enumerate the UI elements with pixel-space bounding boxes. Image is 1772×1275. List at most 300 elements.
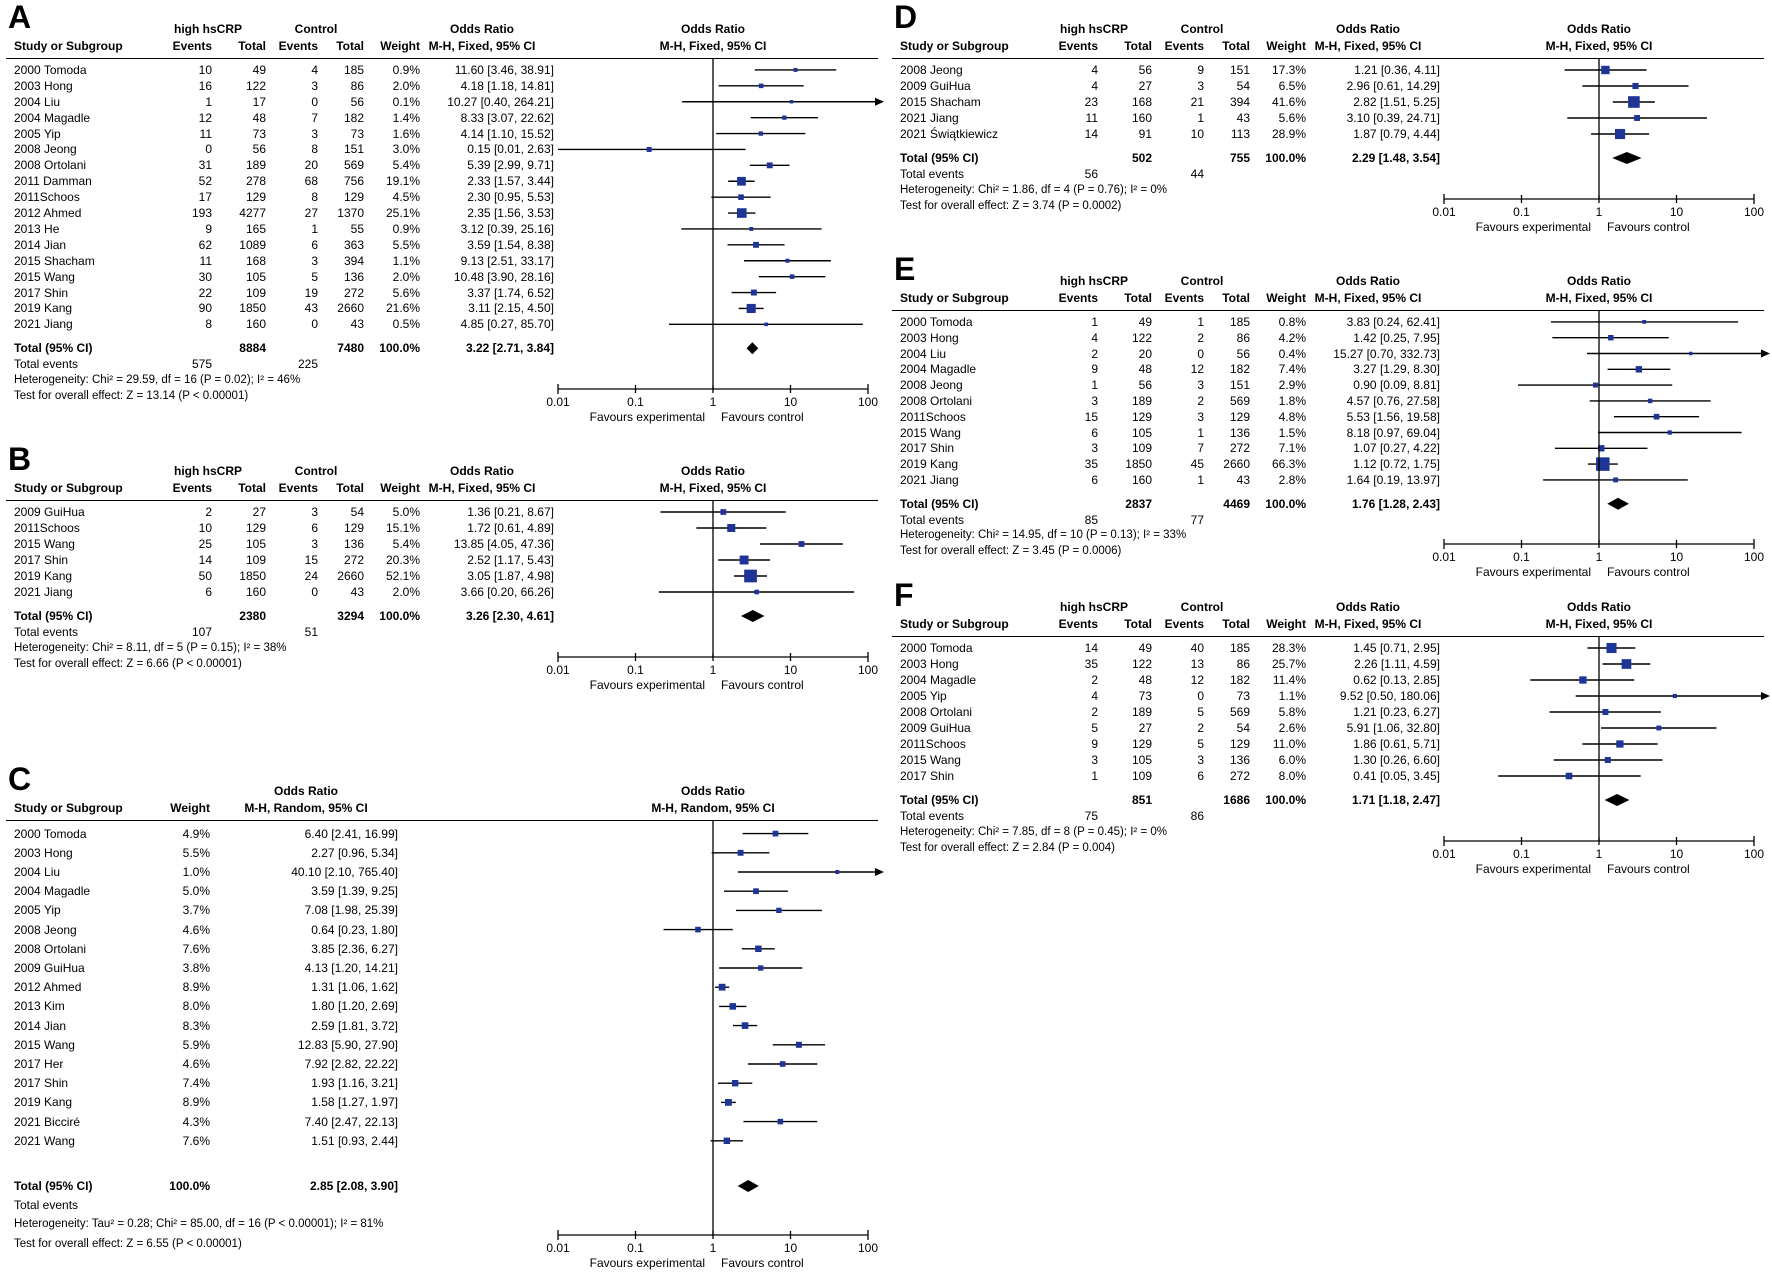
cell-weight: 1.5% bbox=[1278, 426, 1306, 440]
cell-events-control: 0 bbox=[311, 95, 318, 109]
cell-total-control: 272 bbox=[343, 286, 364, 300]
cell-study: 2005 Yip bbox=[14, 903, 61, 917]
or-marker bbox=[749, 227, 753, 231]
favours-right-label: Favours control bbox=[1607, 565, 1690, 579]
or-marker bbox=[727, 524, 735, 532]
or-marker bbox=[1628, 96, 1640, 108]
cell-total-experimental: 160 bbox=[245, 317, 266, 331]
cell-events-experimental: 1 bbox=[1091, 769, 1098, 783]
cell-events-control: 12 bbox=[1190, 362, 1204, 376]
cell-study: 2014 Jian bbox=[14, 1019, 67, 1033]
cell-weight: 19.1% bbox=[385, 174, 420, 188]
cell-total-experimental: 4277 bbox=[239, 206, 266, 220]
cell-total-experimental: 129 bbox=[1131, 737, 1152, 751]
cell-total-experimental: 73 bbox=[252, 127, 266, 141]
cell-total-control: 56 bbox=[1236, 347, 1250, 361]
cell-events-experimental: 31 bbox=[198, 158, 212, 172]
cell-study: 2004 Liu bbox=[14, 95, 61, 109]
or-marker bbox=[790, 100, 793, 103]
cell-weight: 5.5% bbox=[392, 238, 420, 252]
favours-right-label: Favours control bbox=[721, 678, 804, 692]
cell-events-control: 45 bbox=[1190, 457, 1204, 471]
cell-study: 2015 Wang bbox=[14, 1038, 75, 1052]
cell-total-experimental: 105 bbox=[245, 270, 266, 284]
cell-total-control: 2660 bbox=[1223, 457, 1250, 471]
total-label: Total (95% CI) bbox=[900, 497, 979, 511]
cell-events-control: 2 bbox=[1197, 331, 1204, 345]
cell-total-experimental: 129 bbox=[1131, 410, 1152, 424]
col-header-events-control: Events bbox=[278, 481, 318, 495]
cell-events-control: 10 bbox=[1190, 127, 1204, 141]
group-header-experimental: high hsCRP bbox=[174, 464, 242, 478]
cell-total-control: 272 bbox=[1229, 441, 1250, 455]
cell-total-control: 136 bbox=[343, 270, 364, 284]
cell-study: 2015 Wang bbox=[900, 426, 961, 440]
cell-events-control: 3 bbox=[311, 79, 318, 93]
cell-study: 2008 Ortolani bbox=[14, 942, 87, 956]
plot-or-header: Odds Ratio bbox=[680, 784, 745, 798]
total-events-experimental: 85 bbox=[1084, 513, 1098, 527]
axis-tick-label: 1 bbox=[1595, 550, 1603, 564]
cell-or-ci: 3.59 [1.54, 8.38] bbox=[467, 238, 554, 252]
col-header-study: Study or Subgroup bbox=[14, 801, 123, 815]
panel-e-forest-plot bbox=[892, 251, 1772, 583]
header-rule bbox=[892, 636, 1764, 637]
cell-or-ci: 1.21 [0.36, 4.11] bbox=[1354, 63, 1440, 77]
cell-weight: 11.0% bbox=[1272, 737, 1306, 751]
or-column-header: Odds Ratio bbox=[1335, 22, 1400, 36]
cell-study: 2011 Damman bbox=[14, 174, 92, 188]
header-rule bbox=[6, 820, 878, 821]
panel-c-forest-plot bbox=[6, 761, 886, 1274]
cell-weight: 3.0% bbox=[392, 142, 420, 156]
cell-total-control: 394 bbox=[1229, 95, 1250, 109]
cell-study: 2008 Ortolani bbox=[900, 394, 973, 408]
favours-left-label: Favours experimental bbox=[1475, 220, 1591, 234]
cell-study: 2019 Kang bbox=[14, 569, 73, 583]
cell-weight: 8.9% bbox=[182, 980, 210, 994]
or-marker bbox=[1593, 383, 1598, 388]
col-header-total-experimental: Total bbox=[238, 481, 266, 495]
panel-d-forest-plot bbox=[892, 0, 1772, 238]
total-weight: 100.0% bbox=[379, 609, 420, 623]
cell-total-control: 136 bbox=[1229, 426, 1250, 440]
cell-or-ci: 1.07 [0.27, 4.22] bbox=[1353, 441, 1440, 455]
cell-or-ci: 3.37 [1.74, 6.52] bbox=[467, 286, 554, 300]
summary-diamond bbox=[741, 610, 764, 622]
axis-tick-label: 0.01 bbox=[1432, 205, 1456, 219]
cell-events-experimental: 4 bbox=[1091, 689, 1098, 703]
cell-events-experimental: 6 bbox=[205, 585, 212, 599]
cell-events-experimental: 35 bbox=[1084, 657, 1098, 671]
or-marker bbox=[719, 984, 726, 991]
cell-or-ci: 9.13 [2.51, 33.17] bbox=[460, 254, 554, 268]
total-n-experimental: 2837 bbox=[1125, 497, 1152, 511]
cell-total-control: 2660 bbox=[337, 569, 364, 583]
cell-events-experimental: 1 bbox=[1091, 315, 1098, 329]
cell-total-experimental: 189 bbox=[245, 158, 266, 172]
group-header-control: Control bbox=[294, 22, 338, 36]
cell-total-control: 756 bbox=[343, 174, 364, 188]
cell-events-control: 19 bbox=[304, 286, 318, 300]
cell-events-experimental: 2 bbox=[205, 505, 212, 519]
cell-study: 2004 Magadle bbox=[900, 673, 977, 687]
or-marker bbox=[742, 1022, 749, 1029]
total-n-control: 4469 bbox=[1223, 497, 1250, 511]
or-marker bbox=[753, 888, 759, 894]
cell-total-control: 182 bbox=[343, 111, 364, 125]
total-n-control: 755 bbox=[1229, 151, 1250, 165]
cell-weight: 4.6% bbox=[182, 923, 210, 937]
cell-or-ci: 10.27 [0.40, 264.21] bbox=[447, 95, 554, 109]
cell-total-control: 113 bbox=[1230, 127, 1250, 141]
heterogeneity-text: Heterogeneity: Chi² = 29.59, df = 16 (P = 0.02); I² = 46% bbox=[14, 374, 301, 386]
or-marker bbox=[747, 304, 756, 313]
cell-events-experimental: 9 bbox=[1091, 362, 1098, 376]
cell-events-control: 0 bbox=[311, 317, 318, 331]
cell-events-experimental: 25 bbox=[198, 537, 212, 551]
cell-events-experimental: 193 bbox=[191, 206, 212, 220]
or-marker bbox=[1656, 726, 1661, 731]
cell-weight: 8.0% bbox=[1278, 769, 1306, 783]
favours-right-label: Favours control bbox=[1607, 220, 1690, 234]
cell-or-ci: 0.62 [0.13, 2.85] bbox=[1353, 673, 1440, 687]
cell-weight: 11.4% bbox=[1272, 673, 1306, 687]
cell-total-control: 86 bbox=[350, 79, 364, 93]
cell-study: 2013 Kim bbox=[14, 999, 65, 1013]
cell-events-control: 43 bbox=[304, 301, 318, 315]
or-marker bbox=[754, 590, 759, 595]
axis-tick-label: 0.1 bbox=[627, 663, 644, 677]
total-n-control: 3294 bbox=[337, 609, 364, 623]
cell-events-control: 40 bbox=[1190, 641, 1204, 655]
cell-total-experimental: 1850 bbox=[239, 569, 266, 583]
cell-weight: 66.3% bbox=[1271, 457, 1306, 471]
cell-total-control: 185 bbox=[1229, 641, 1250, 655]
or-marker bbox=[730, 1003, 737, 1010]
col-header-total-control: Total bbox=[336, 481, 364, 495]
cell-weight: 8.3% bbox=[182, 1019, 210, 1033]
cell-total-experimental: 48 bbox=[252, 111, 266, 125]
total-or-ci: 3.22 [2.71, 3.84] bbox=[465, 341, 554, 355]
or-marker bbox=[790, 274, 795, 279]
or-marker bbox=[751, 290, 757, 296]
cell-events-experimental: 5 bbox=[1091, 721, 1098, 735]
cell-or-ci: 8.18 [0.97, 69.04] bbox=[1346, 426, 1440, 440]
cell-study: 2000 Tomoda bbox=[14, 63, 87, 77]
cell-events-experimental: 3 bbox=[1091, 394, 1098, 408]
overall-effect-text: Test for overall effect: Z = 3.45 (P = 0.0006) bbox=[900, 545, 1122, 557]
cell-study: 2004 Liu bbox=[14, 865, 61, 879]
plot-or-header: Odds Ratio bbox=[1566, 22, 1631, 36]
cell-events-experimental: 17 bbox=[198, 190, 212, 204]
cell-study: 2003 Hong bbox=[14, 79, 73, 93]
group-header-experimental: high hsCRP bbox=[1060, 274, 1128, 288]
cell-events-control: 12 bbox=[1190, 673, 1204, 687]
or-marker bbox=[764, 323, 768, 327]
cell-weight: 28.9% bbox=[1271, 127, 1306, 141]
or-marker bbox=[1689, 352, 1692, 355]
cell-weight: 5.6% bbox=[392, 286, 420, 300]
or-marker bbox=[1673, 694, 1677, 698]
heterogeneity-text: Heterogeneity: Chi² = 1.86, df = 4 (P = 0.76); I² = 0% bbox=[900, 184, 1167, 196]
heterogeneity-text: Heterogeneity: Chi² = 8.11, df = 5 (P = 0.15); I² = 38% bbox=[14, 642, 287, 654]
cell-total-control: 569 bbox=[1229, 394, 1250, 408]
cell-total-experimental: 56 bbox=[1138, 63, 1152, 77]
cell-weight: 6.0% bbox=[1278, 753, 1306, 767]
cell-weight: 0.9% bbox=[392, 63, 420, 77]
cell-or-ci: 15.27 [0.70, 332.73] bbox=[1333, 347, 1440, 361]
cell-weight: 3.8% bbox=[182, 961, 210, 975]
or-marker bbox=[753, 242, 759, 248]
cell-or-ci: 7.08 [1.98, 25.39] bbox=[304, 903, 398, 917]
cell-weight: 0.9% bbox=[392, 222, 420, 236]
cell-weight: 0.8% bbox=[1278, 315, 1306, 329]
cell-total-experimental: 109 bbox=[245, 286, 266, 300]
total-events-control: 51 bbox=[304, 625, 318, 639]
favours-right-label: Favours control bbox=[721, 1256, 804, 1270]
cell-total-experimental: 105 bbox=[245, 537, 266, 551]
cell-total-experimental: 27 bbox=[1138, 79, 1152, 93]
cell-study: 2019 Kang bbox=[14, 301, 73, 315]
cell-or-ci: 3.10 [0.39, 24.71] bbox=[1346, 111, 1440, 125]
cell-events-control: 1 bbox=[1197, 426, 1204, 440]
cell-total-control: 86 bbox=[1236, 331, 1250, 345]
cell-or-ci: 4.18 [1.18, 14.81] bbox=[460, 79, 554, 93]
plot-or-header: Odds Ratio bbox=[1566, 600, 1631, 614]
cell-events-control: 5 bbox=[1197, 705, 1204, 719]
group-header-control: Control bbox=[1180, 22, 1224, 36]
cell-weight: 20.3% bbox=[385, 553, 420, 567]
col-header-study: Study or Subgroup bbox=[900, 291, 1009, 305]
cell-study: 2019 Kang bbox=[900, 457, 959, 471]
cell-events-experimental: 35 bbox=[1084, 457, 1098, 471]
favours-right-label: Favours control bbox=[1607, 862, 1690, 876]
cell-total-control: 136 bbox=[1229, 753, 1250, 767]
cell-weight: 1.8% bbox=[1278, 394, 1306, 408]
cell-study: 2012 Ahmed bbox=[14, 980, 82, 994]
cell-events-control: 3 bbox=[311, 127, 318, 141]
total-label: Total (95% CI) bbox=[900, 151, 979, 165]
cell-events-experimental: 9 bbox=[1091, 737, 1098, 751]
cell-events-experimental: 90 bbox=[198, 301, 212, 315]
cell-or-ci: 2.33 [1.57, 3.44] bbox=[467, 174, 554, 188]
cell-study: 2009 GuiHua bbox=[14, 505, 85, 519]
overall-effect-text: Test for overall effect: Z = 3.74 (P = 0.0002) bbox=[900, 200, 1122, 212]
or-marker bbox=[835, 870, 839, 874]
col-header-weight: Weight bbox=[1266, 617, 1306, 631]
cell-events-control: 5 bbox=[1197, 737, 1204, 751]
cell-events-control: 9 bbox=[1197, 63, 1204, 77]
cell-or-ci: 4.85 [0.27, 85.70] bbox=[460, 317, 554, 331]
cell-or-ci: 1.51 [0.93, 2.44] bbox=[311, 1134, 398, 1148]
cell-study: 2009 GuiHua bbox=[14, 961, 85, 975]
or-marker bbox=[767, 162, 773, 168]
cell-events-experimental: 4 bbox=[1091, 331, 1098, 345]
axis-tick-label: 0.1 bbox=[1513, 550, 1530, 564]
total-events-label: Total events bbox=[14, 625, 79, 639]
header-rule bbox=[892, 58, 1764, 59]
or-marker bbox=[725, 1099, 732, 1106]
or-marker bbox=[794, 68, 798, 72]
cell-total-control: 54 bbox=[1236, 79, 1250, 93]
cell-events-control: 15 bbox=[304, 553, 318, 567]
plot-ci-header: M-H, Fixed, 95% CI bbox=[1545, 39, 1653, 53]
cell-study: 2014 Jian bbox=[14, 238, 67, 252]
cell-weight: 17.3% bbox=[1271, 63, 1306, 77]
cell-weight: 5.8% bbox=[1278, 705, 1306, 719]
cell-or-ci: 1.87 [0.79, 4.44] bbox=[1353, 127, 1440, 141]
or-marker bbox=[759, 84, 764, 89]
total-weight: 100.0% bbox=[169, 1179, 210, 1193]
total-events-label: Total events bbox=[14, 1198, 79, 1212]
cell-weight: 7.4% bbox=[1278, 362, 1306, 376]
cell-total-control: 129 bbox=[343, 521, 364, 535]
cell-or-ci: 1.42 [0.25, 7.95] bbox=[1353, 331, 1440, 345]
cell-events-experimental: 23 bbox=[1084, 95, 1098, 109]
col-header-events-experimental: Events bbox=[1058, 617, 1098, 631]
cell-total-experimental: 129 bbox=[245, 190, 266, 204]
group-header-control: Control bbox=[1180, 274, 1224, 288]
cell-study: 2003 Hong bbox=[900, 331, 959, 345]
cell-weight: 5.9% bbox=[182, 1038, 210, 1052]
cell-weight: 2.0% bbox=[392, 79, 420, 93]
cell-weight: 0.4% bbox=[1278, 347, 1306, 361]
cell-total-experimental: 48 bbox=[1138, 362, 1152, 376]
cell-weight: 1.1% bbox=[1278, 689, 1306, 703]
cell-or-ci: 7.40 [2.47, 22.13] bbox=[304, 1115, 398, 1129]
or-marker bbox=[1642, 320, 1646, 324]
cell-study: 2021 Jiang bbox=[900, 473, 959, 487]
cell-weight: 3.7% bbox=[182, 903, 210, 917]
cell-events-experimental: 14 bbox=[1084, 127, 1098, 141]
col-header-total-control: Total bbox=[336, 39, 364, 53]
or-marker bbox=[778, 1119, 784, 1125]
cell-study: 2004 Magadle bbox=[14, 111, 91, 125]
cell-events-experimental: 30 bbox=[198, 270, 212, 284]
cell-events-control: 3 bbox=[1197, 378, 1204, 392]
cell-study: 2017 Her bbox=[14, 1057, 64, 1071]
cell-total-control: 394 bbox=[343, 254, 364, 268]
cell-weight: 7.6% bbox=[182, 1134, 210, 1148]
cell-weight: 2.0% bbox=[392, 270, 420, 284]
ci-column-header: M-H, Fixed, 95% CI bbox=[428, 39, 536, 53]
cell-events-experimental: 62 bbox=[198, 238, 212, 252]
ci-arrow-right bbox=[1761, 350, 1770, 358]
cell-study: 2021 Jiang bbox=[14, 585, 73, 599]
cell-total-control: 363 bbox=[343, 238, 364, 252]
or-marker bbox=[1648, 399, 1652, 403]
panel-letter: F bbox=[894, 577, 914, 613]
cell-events-control: 4 bbox=[311, 63, 318, 77]
favours-right-label: Favours control bbox=[721, 410, 804, 424]
cell-weight: 5.5% bbox=[182, 846, 210, 860]
cell-or-ci: 1.72 [0.61, 4.89] bbox=[467, 521, 554, 535]
overall-effect-text: Test for overall effect: Z = 13.14 (P < 0.00001) bbox=[14, 390, 249, 402]
cell-events-experimental: 11 bbox=[1085, 111, 1098, 125]
cell-study: 2011Schoos bbox=[14, 190, 80, 204]
total-events-experimental: 575 bbox=[191, 357, 212, 371]
axis-tick-label: 10 bbox=[783, 395, 798, 409]
ci-arrow-right bbox=[875, 98, 884, 106]
or-marker bbox=[1596, 457, 1610, 471]
cell-events-control: 8 bbox=[311, 142, 318, 156]
cell-total-experimental: 1089 bbox=[239, 238, 266, 252]
total-label: Total (95% CI) bbox=[900, 793, 979, 807]
plot-ci-header: M-H, Fixed, 95% CI bbox=[659, 481, 767, 495]
cell-events-experimental: 15 bbox=[1084, 410, 1098, 424]
plot-ci-header: M-H, Fixed, 95% CI bbox=[1545, 617, 1653, 631]
cell-total-experimental: 49 bbox=[252, 63, 266, 77]
col-header-study: Study or Subgroup bbox=[900, 617, 1009, 631]
cell-events-experimental: 8 bbox=[205, 317, 212, 331]
cell-events-experimental: 22 bbox=[198, 286, 212, 300]
cell-total-experimental: 129 bbox=[245, 521, 266, 535]
axis-tick-label: 0.1 bbox=[1513, 847, 1530, 861]
or-marker bbox=[1606, 643, 1616, 653]
col-header-events-experimental: Events bbox=[1058, 291, 1098, 305]
cell-study: 2017 Shin bbox=[14, 286, 69, 300]
total-events-control: 44 bbox=[1190, 167, 1204, 181]
cell-study: 2008 Jeong bbox=[14, 142, 77, 156]
cell-weight: 0.5% bbox=[392, 317, 420, 331]
cell-total-control: 182 bbox=[1229, 362, 1250, 376]
or-marker bbox=[773, 831, 779, 837]
cell-or-ci: 1.45 [0.71, 2.95] bbox=[1353, 641, 1440, 655]
col-header-events-experimental: Events bbox=[172, 481, 212, 495]
col-header-study: Study or Subgroup bbox=[900, 39, 1009, 53]
cell-total-control: 73 bbox=[350, 127, 364, 141]
col-header-events-control: Events bbox=[1164, 617, 1204, 631]
or-marker bbox=[744, 570, 757, 583]
favours-left-label: Favours experimental bbox=[1475, 565, 1591, 579]
cell-total-control: 272 bbox=[343, 553, 364, 567]
cell-or-ci: 4.13 [1.20, 14.21] bbox=[304, 961, 398, 975]
or-marker bbox=[1654, 414, 1660, 420]
axis-tick-label: 10 bbox=[1669, 205, 1684, 219]
total-or-ci: 3.26 [2.30, 4.61] bbox=[465, 609, 554, 623]
cell-total-control: 43 bbox=[1236, 111, 1250, 125]
axis-tick-label: 100 bbox=[857, 663, 879, 677]
col-header-events-experimental: Events bbox=[172, 39, 212, 53]
ci-column-header: M-H, Fixed, 95% CI bbox=[1314, 39, 1422, 53]
cell-total-experimental: 49 bbox=[1138, 641, 1152, 655]
cell-study: 2000 Tomoda bbox=[900, 315, 973, 329]
cell-or-ci: 0.90 [0.09, 8.81] bbox=[1353, 378, 1440, 392]
group-header-experimental: high hsCRP bbox=[1060, 600, 1128, 614]
cell-total-control: 54 bbox=[1236, 721, 1250, 735]
axis-tick-label: 100 bbox=[1743, 205, 1765, 219]
cell-study: 2021 Jiang bbox=[14, 317, 73, 331]
cell-total-experimental: 1850 bbox=[1125, 457, 1152, 471]
cell-or-ci: 1.58 [1.27, 1.97] bbox=[311, 1095, 398, 1109]
cell-events-experimental: 6 bbox=[1091, 426, 1098, 440]
col-header-total-control: Total bbox=[1222, 617, 1250, 631]
cell-events-experimental: 3 bbox=[1091, 753, 1098, 767]
cell-or-ci: 12.83 [5.90, 27.90] bbox=[297, 1038, 398, 1052]
cell-events-control: 3 bbox=[1197, 753, 1204, 767]
cell-events-experimental: 3 bbox=[1091, 441, 1098, 455]
cell-weight: 41.6% bbox=[1271, 95, 1306, 109]
cell-study: 2017 Shin bbox=[900, 441, 955, 455]
axis-tick-label: 1 bbox=[1595, 847, 1603, 861]
cell-events-control: 1 bbox=[1197, 315, 1204, 329]
cell-weight: 25.7% bbox=[1271, 657, 1306, 671]
cell-events-control: 6 bbox=[311, 238, 318, 252]
cell-or-ci: 2.82 [1.51, 5.25] bbox=[1353, 95, 1440, 109]
col-header-weight: Weight bbox=[1266, 291, 1306, 305]
cell-events-control: 3 bbox=[311, 254, 318, 268]
